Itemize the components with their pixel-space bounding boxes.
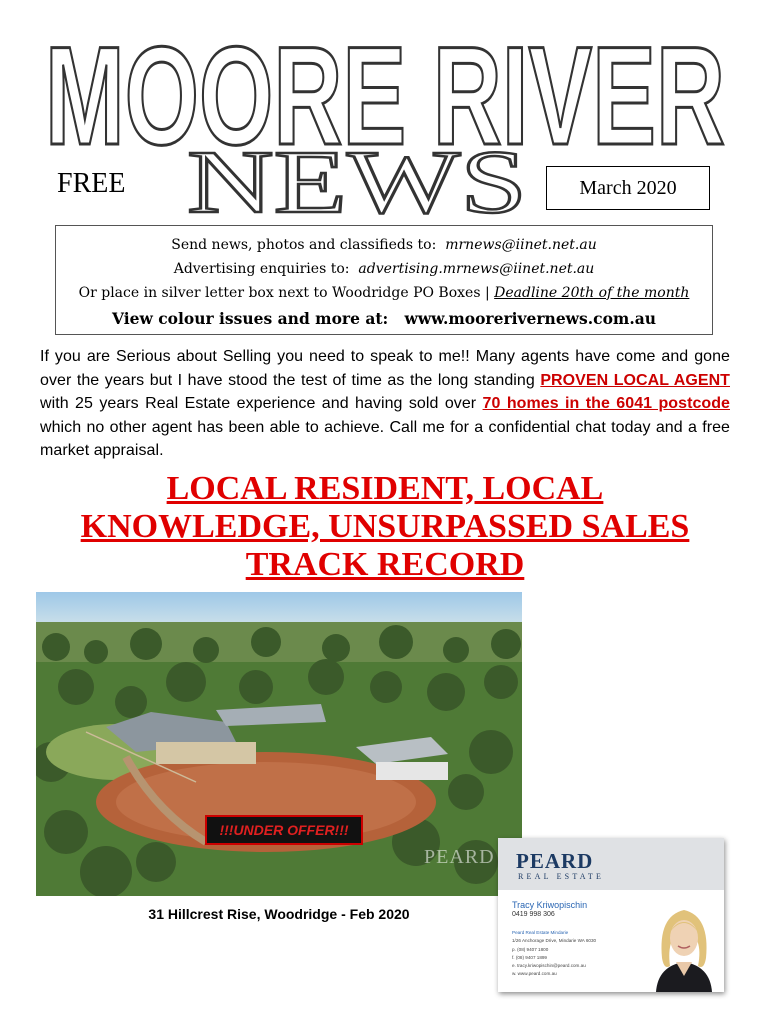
headline	[30, 470, 740, 584]
intro-text-3: which no other agent has been able to achieve. Call me for a confidential chat today and a free market appraisal.	[40, 418, 730, 459]
website-link[interactable]: www.moorerivernews.com.au	[404, 309, 657, 328]
agent-business-card	[498, 838, 724, 992]
card-web: w. www.peard.com.au	[512, 971, 557, 976]
contact-box	[55, 225, 713, 335]
agent-portrait	[646, 896, 722, 992]
card-office: Peard Real Estate Mindarie	[512, 930, 569, 935]
under-offer-text: !!!UNDER OFFER!!!	[219, 822, 349, 838]
colour-prefix: View colour issues and more at:	[111, 309, 389, 328]
card-address: 1/26 Anchorage Drive, Mindarie WA 6030	[512, 938, 597, 943]
photo-watermark: PEARD	[424, 846, 495, 868]
news-email-link[interactable]: mrnews@iinet.net.au	[445, 237, 597, 253]
agent-mobile: 0419 998 306	[512, 911, 555, 918]
headline-line2: KNOWLEDGE, UNSURPASSED SALES	[80, 508, 690, 545]
photo-caption: 31 Hillcrest Rise, Woodridge - Feb 2020	[148, 906, 410, 922]
letterbox-text: Or place in silver letter box next to Woodridge PO Boxes	[78, 285, 481, 301]
headline-line1: LOCAL RESIDENT, LOCAL	[166, 470, 604, 507]
masthead-line1: MOORE RIVER	[45, 22, 725, 162]
ads-prefix: Advertising enquiries to:	[173, 261, 350, 277]
card-brand-logo: PEARD	[516, 849, 594, 873]
masthead-subtitle	[185, 142, 530, 220]
intro-highlight-agent: PROVEN LOCAL AGENT	[540, 371, 730, 389]
card-brand-sub: REAL ESTATE	[518, 872, 605, 881]
contact-ads-line	[56, 257, 712, 281]
ads-email-link[interactable]: advertising.mrnews@iinet.net.au	[358, 261, 595, 277]
card-phone: p. (08) 9407 1800	[512, 947, 549, 952]
contact-news-line	[56, 233, 712, 257]
issue-date: March 2020	[579, 176, 677, 199]
card-email: e. tracy.kriwopischin@peard.com.au	[512, 963, 586, 968]
property-photo	[36, 592, 522, 896]
contact-website-line	[56, 307, 712, 331]
headline-line3: TRACK RECORD	[245, 546, 525, 583]
intro-text-2: with 25 years Real Estate experience and having sold over	[40, 395, 483, 412]
card-fax: f. (08) 9407 1899	[512, 955, 547, 960]
deadline-text: Deadline 20th of the month	[494, 285, 690, 301]
masthead-title	[40, 22, 730, 162]
intro-text-1: If you are Serious about Selling you need to speak to me!! Many agents have come and gone over the years but I have stood the test of time as the long standing	[40, 348, 730, 389]
contact-letterbox-line	[56, 281, 712, 305]
news-prefix: Send news, photos and classifieds to:	[171, 237, 437, 253]
issue-date-box	[546, 166, 710, 210]
intro-paragraph	[40, 345, 730, 463]
agent-name: Tracy Kriwopischin	[512, 900, 588, 910]
masthead-line2: NEWS	[187, 142, 527, 220]
free-label: FREE	[57, 168, 126, 199]
intro-highlight-homes: 70 homes in the 6041 postcode	[482, 395, 730, 412]
separator: |	[484, 285, 490, 301]
under-offer-badge	[204, 814, 364, 846]
